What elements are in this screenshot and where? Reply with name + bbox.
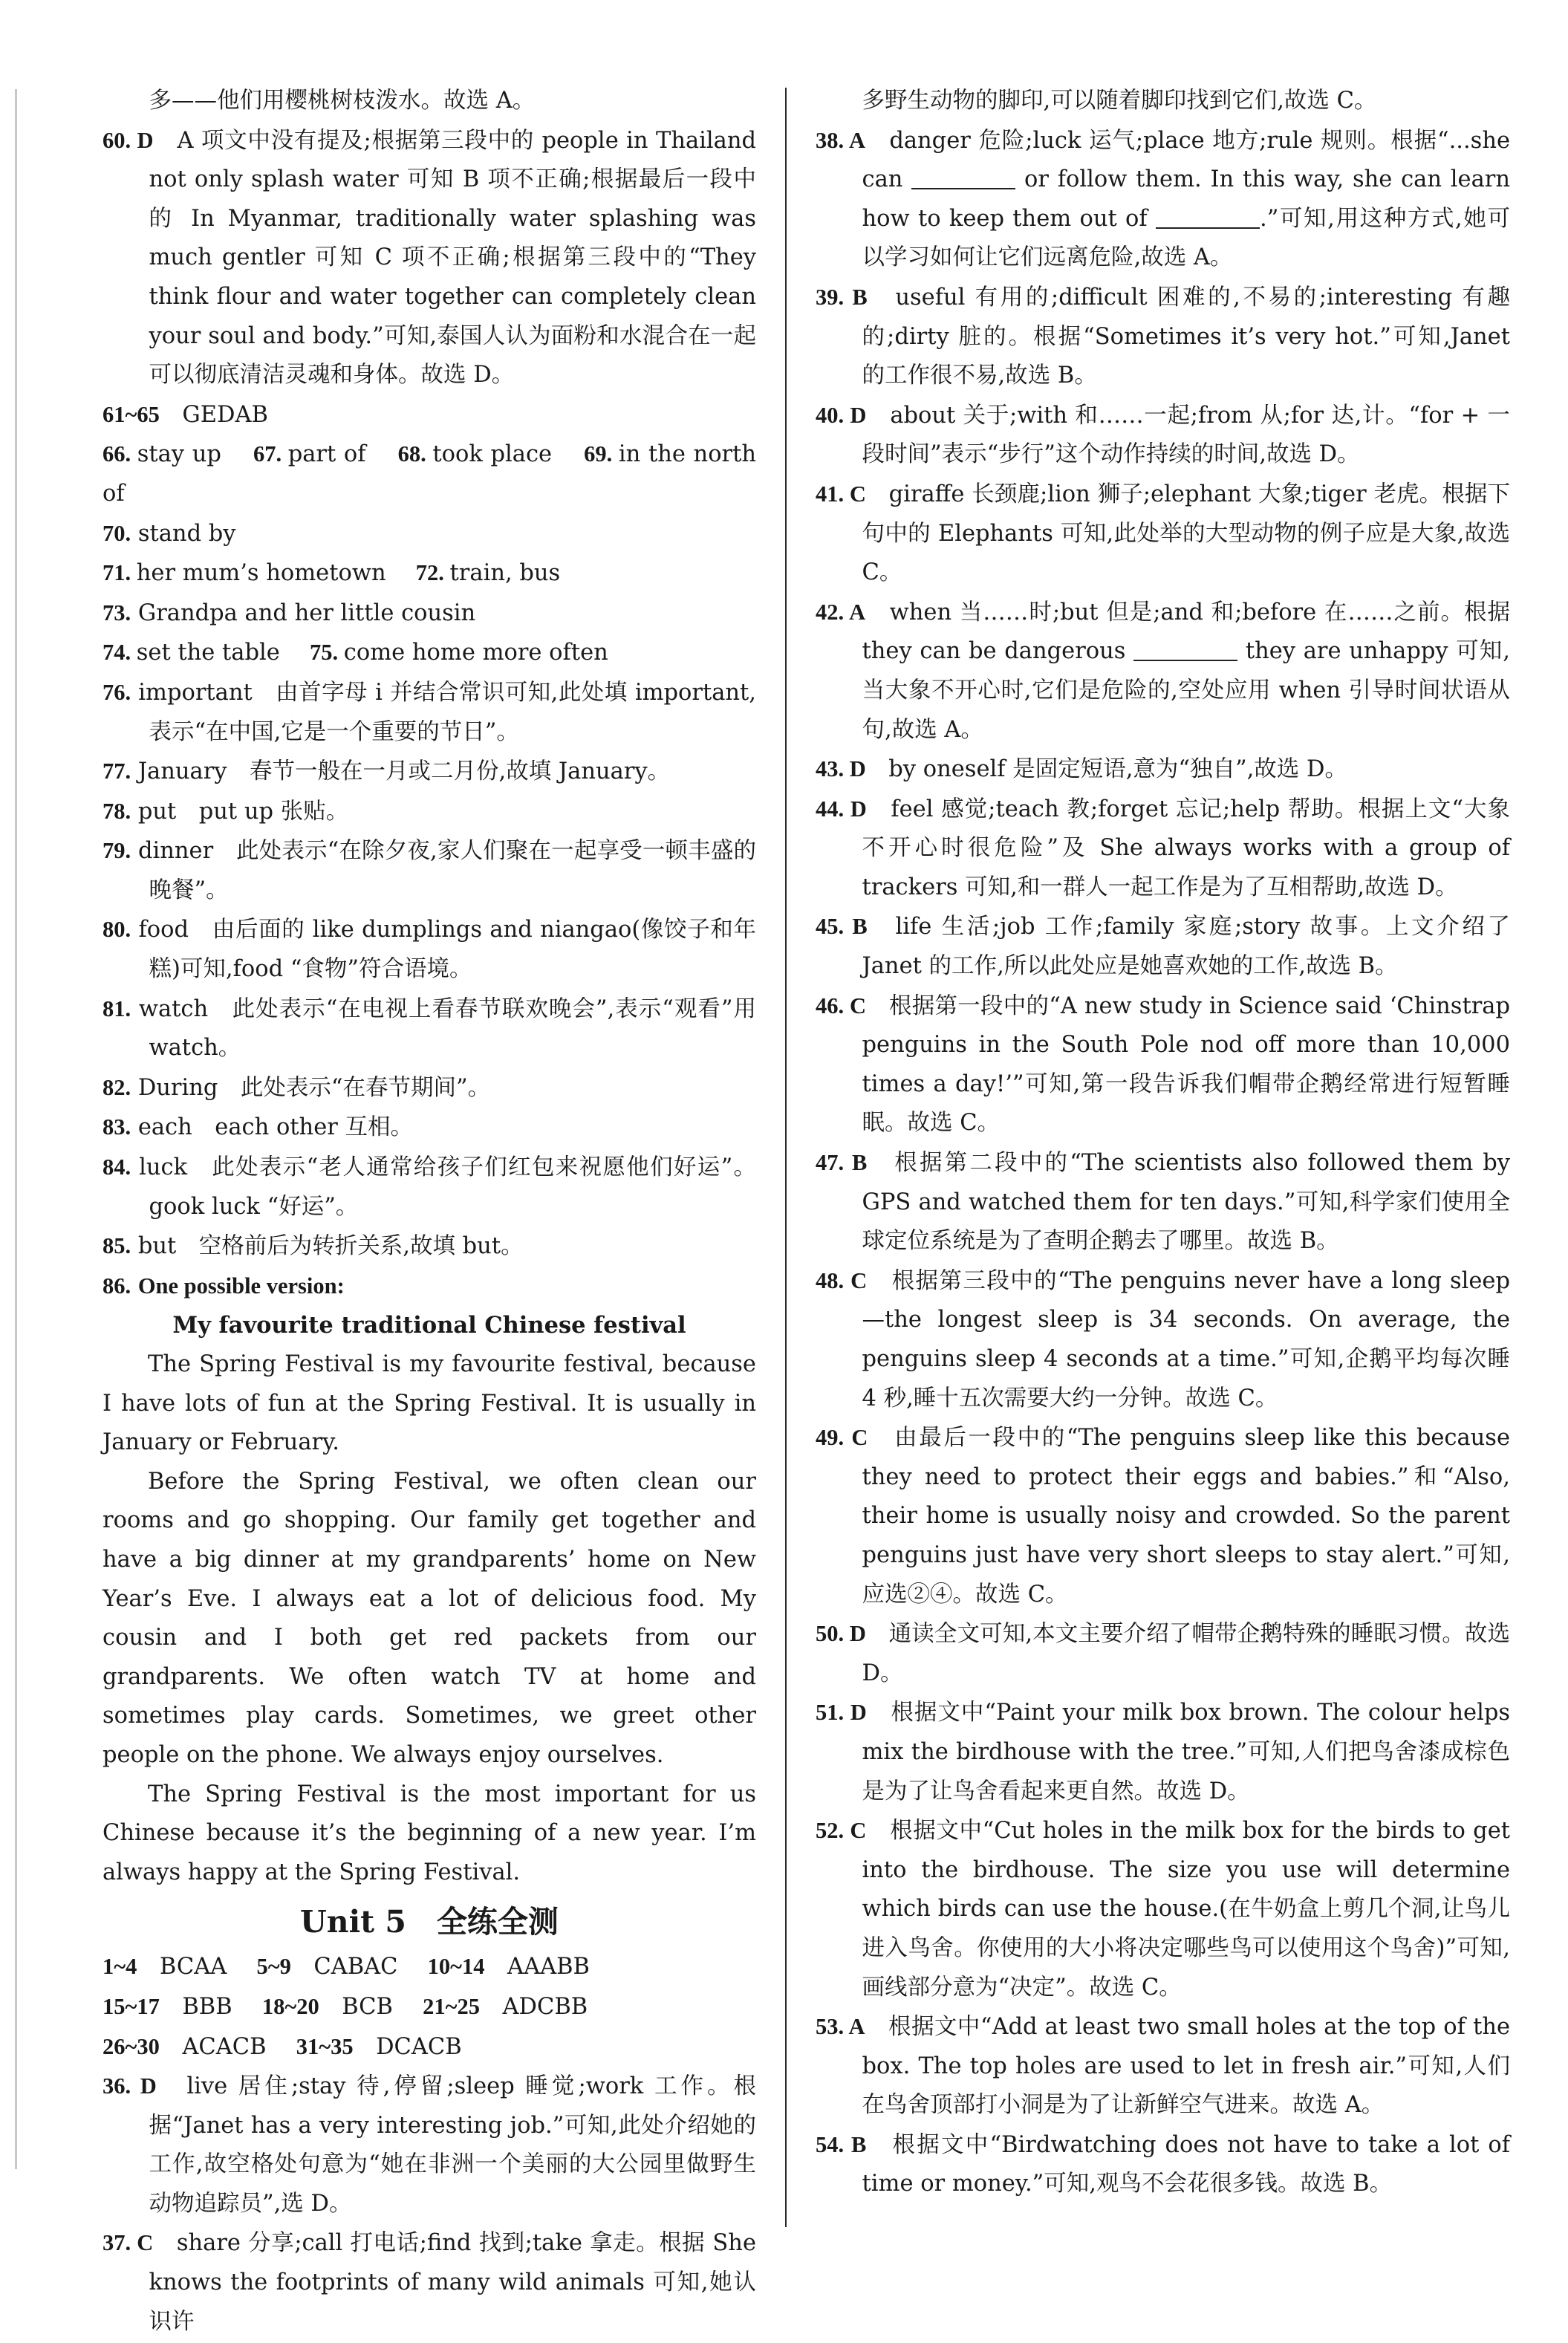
essay-paragraph: The Spring Festival is the most important for us Chinese because it’s the beginning of a new year. I’m always happy at the Spring Festival.: [103, 1781, 756, 1885]
answer-continuation: 多——他们用樱桃树枝泼水。故选 A。: [149, 88, 536, 114]
answer-83: 83. each each other 互相。: [103, 1114, 414, 1141]
left-column: [103, 82, 756, 2342]
answer-74-75: 74. set the table 75. come home more often: [103, 640, 608, 666]
essay-paragraph: Before the Spring Festival, we often clean our rooms and go shopping. Our family get together and have a big dinner at my grandparents’ home on New Year’s Eve. I always eat a lot of delicious food. My cousin and I both get red packets from our grandparents. We often watch TV at home and sometimes play cards. Sometimes, we greet other people on the phone. We always enjoy ourselves.: [103, 1468, 756, 1768]
answer-81: 81. watch 此处表示“在电视上看春节联欢晚会”,表示“观看”用 watch。: [103, 995, 756, 1062]
answer-49: 49. C 由最后一段中的“The penguins sleep like this because they need to protect their eggs and babies.”和“Also, their home is usually noisy and crowded. So the parent penguins just have very short sleeps to stay alert.”可知,应选②④。故选 C。: [816, 1425, 1510, 1608]
answer-50: 50. D 通读全文可知,本文主要介绍了帽带企鹅特殊的睡眠习惯。故选 D。: [816, 1621, 1510, 1686]
answer-73: 73. Grandpa and her little cousin: [103, 599, 476, 626]
answer-86-label: 86. One possible version:: [103, 1273, 345, 1299]
answer-40: 40. D about 关于;with 和……一起;from 从;for 达,计。“for + 一段时间”表示“步行”这个动作持续的时间,故选 D。: [816, 402, 1511, 468]
answer-43: 43. D by oneself 是固定短语,意为“独自”,故选 D。: [816, 756, 1347, 783]
column-divider: [785, 88, 787, 2227]
answer-46: 46. C 根据第一段中的“A new study in Science said ‘Chinstrap penguins in the South Pole nod off more than 10,000 times a day!’”可知,第一段告诉我们帽带企鹅经常进行短暂睡眠。故选 C。: [816, 992, 1511, 1137]
answer-42: 42. A when 当……时;but 但是;and 和;before 在……之前。根据 they can be dangerous they are unhappy 可知,当大象不开心时,它们是危险的,空处应用 when 引导时间状语从句,故选 A。: [816, 599, 1511, 743]
answer-51: 51. D 根据文中“Paint your milk box brown. The colour helps mix the birdhouse with the tree.”可知,人们把鸟舍漆成棕色是为了让鸟舍看起来更自然。故选 D。: [816, 1700, 1511, 1804]
answer-77: 77. January 春节一般在一月或二月份,故填 January。: [103, 758, 671, 785]
fill-blank: [911, 166, 1015, 190]
page-edge-rule: [15, 89, 17, 2169]
essay-title: My favourite traditional Chinese festival: [172, 1312, 686, 1339]
answer-79: 79. dinner 此处表示“在除夕夜,家人们聚在一起享受一顿丰盛的晚餐”。: [103, 838, 756, 903]
answer-37: 37. C share 分享;call 打电话;find 找到;take 拿走。根据 She knows the footprints of many wild animals 可知,她认识许: [103, 2230, 757, 2335]
answer-38: 38. A danger 危险;luck 运气;place 地方;rule 规则。根据“...she can or follow them. In this way, she can learn how to keep them out of .”可知,用这种方式,她可以学习如何让它们远离危险,故选 A。: [816, 127, 1511, 271]
answer-82: 82. During 此处表示“在春节期间”。: [103, 1074, 491, 1101]
answer-80: 80. food 由后面的 like dumplings and niangao(像饺子和年糕)可知,food “食物”符合语境。: [103, 917, 756, 983]
answer-44: 44. D feel 感觉;teach 教;forget 忘记;help 帮助。根据上文“大象不开心时很危险”及 She always works with a group of trackers 可知,和一群人一起工作是为了互相帮助,故选 D。: [816, 796, 1511, 900]
answer-53: 53. A 根据文中“Add at least two small holes at the top of the box. The top holes are used to let in fresh air.”可知,人们在鸟舍顶部打小洞是为了让新鲜空气进来。故选 A。: [816, 2014, 1511, 2119]
answer-52: 52. C 根据文中“Cut holes in the milk box for the birds to get into the birdhouse. The size you use will determine which birds can use the house.(在牛奶盒上剪几个洞,让鸟儿进入鸟舍。你使用的大小将决定哪些鸟可以使用这个鸟舍)”可知,画线部分意为“决定”。故选 C。: [816, 1818, 1511, 2001]
answer-key-row: 26~30 ACACB 31~35 DCACB: [103, 2033, 462, 2060]
answer-70: 70. stand by: [103, 520, 236, 547]
answer-47: 47. B 根据第二段中的“The scientists also followed them by GPS and watched them for ten days.”可知,科学家们使用全球定位系统是为了查明企鹅去了哪里。故选 B。: [816, 1150, 1511, 1255]
answer-key-row: 15~17 BBB 18~20 BCB 21~25 ADCBB: [103, 1993, 588, 2020]
answer-85: 85. but 空格前后为转折关系,故填 but。: [103, 1233, 524, 1260]
answer-60: 60. D A 项文中没有提及;根据第三段中的 people in Thailand not only splash water 可知 B 项不正确;根据最后一段中的 In Myanmar, traditionally water splashing was much gentler 可知 C 项不正确;根据第三段中的“They think flour and water together can completely clean your soul and body.”可知,泰国人认为面粉和水混合在一起可以彻底清洁灵魂和身体。故选 D。: [103, 127, 757, 389]
answer-84: 84. luck 此处表示“老人通常给孩子们红包来祝愿他们好运”。gook luck “好运”。: [103, 1154, 756, 1220]
answer-39: 39. B useful 有用的;difficult 困难的,不易的;interesting 有趣的;dirty 脏的。根据“Sometimes it’s very hot.”可知,Janet 的工作很不易,故选 B。: [816, 284, 1511, 389]
answer-78: 78. put put up 张贴。: [103, 798, 349, 825]
answer-54: 54. B 根据文中“Birdwatching does not have to take a lot of time or money.”可知,观鸟不会花很多钱。故选 B。: [816, 2131, 1511, 2197]
answer-61-65: 61~65 GEDAB: [103, 401, 268, 428]
answer-48: 48. C 根据第三段中的“The penguins never have a long sleep—the longest sleep is 34 seconds. On average, the penguins sleep 4 seconds at a time.”可知,企鹅平均每次睡 4 秒,睡十五次需要大约一分钟。故选 C。: [816, 1267, 1510, 1411]
right-column: [816, 82, 1510, 2204]
answer-45: 45. B life 生活;job 工作;family 家庭;story 故事。上文介绍了 Janet 的工作,所以此处应是她喜欢她的工作,故选 B。: [816, 914, 1511, 980]
answer-key-row: 1~4 BCAA 5~9 CABAC 10~14 AAABB: [103, 1954, 590, 1980]
fill-blank: [1133, 637, 1237, 662]
answer-continuation: 多野生动物的脚印,可以随着脚印找到它们,故选 C。: [862, 88, 1377, 114]
fill-blank: [1156, 204, 1260, 229]
answer-36: 36. D live 居住;stay 待,停留;sleep 睡觉;work 工作。根据“Janet has a very interesting job.”可知,此处介绍她的工作,故空格处句意为“她在非洲一个美丽的大公园里做野生动物追踪员”,选 D。: [103, 2073, 756, 2217]
answer-66-69: 66. stay up 67. part of 68. took place 69. in the north of: [103, 441, 757, 507]
answer-76: 76. important 由首字母 i 并结合常识可知,此处填 important,表示“在中国,它是一个重要的节日”。: [103, 679, 756, 745]
essay-paragraph: The Spring Festival is my favourite festival, because I have lots of fun at the Spring Festival. It is usually in January or February.: [103, 1351, 756, 1456]
answer-71-72: 71. her mum’s hometown 72. train, bus: [103, 560, 561, 587]
unit-heading: Unit 5 全练全测: [300, 1904, 559, 1940]
answer-41: 41. C giraffe 长颈鹿;lion 狮子;elephant 大象;tiger 老虎。根据下句中的 Elephants 可知,此处举的大型动物的例子应是大象,故选 C。: [816, 481, 1510, 586]
